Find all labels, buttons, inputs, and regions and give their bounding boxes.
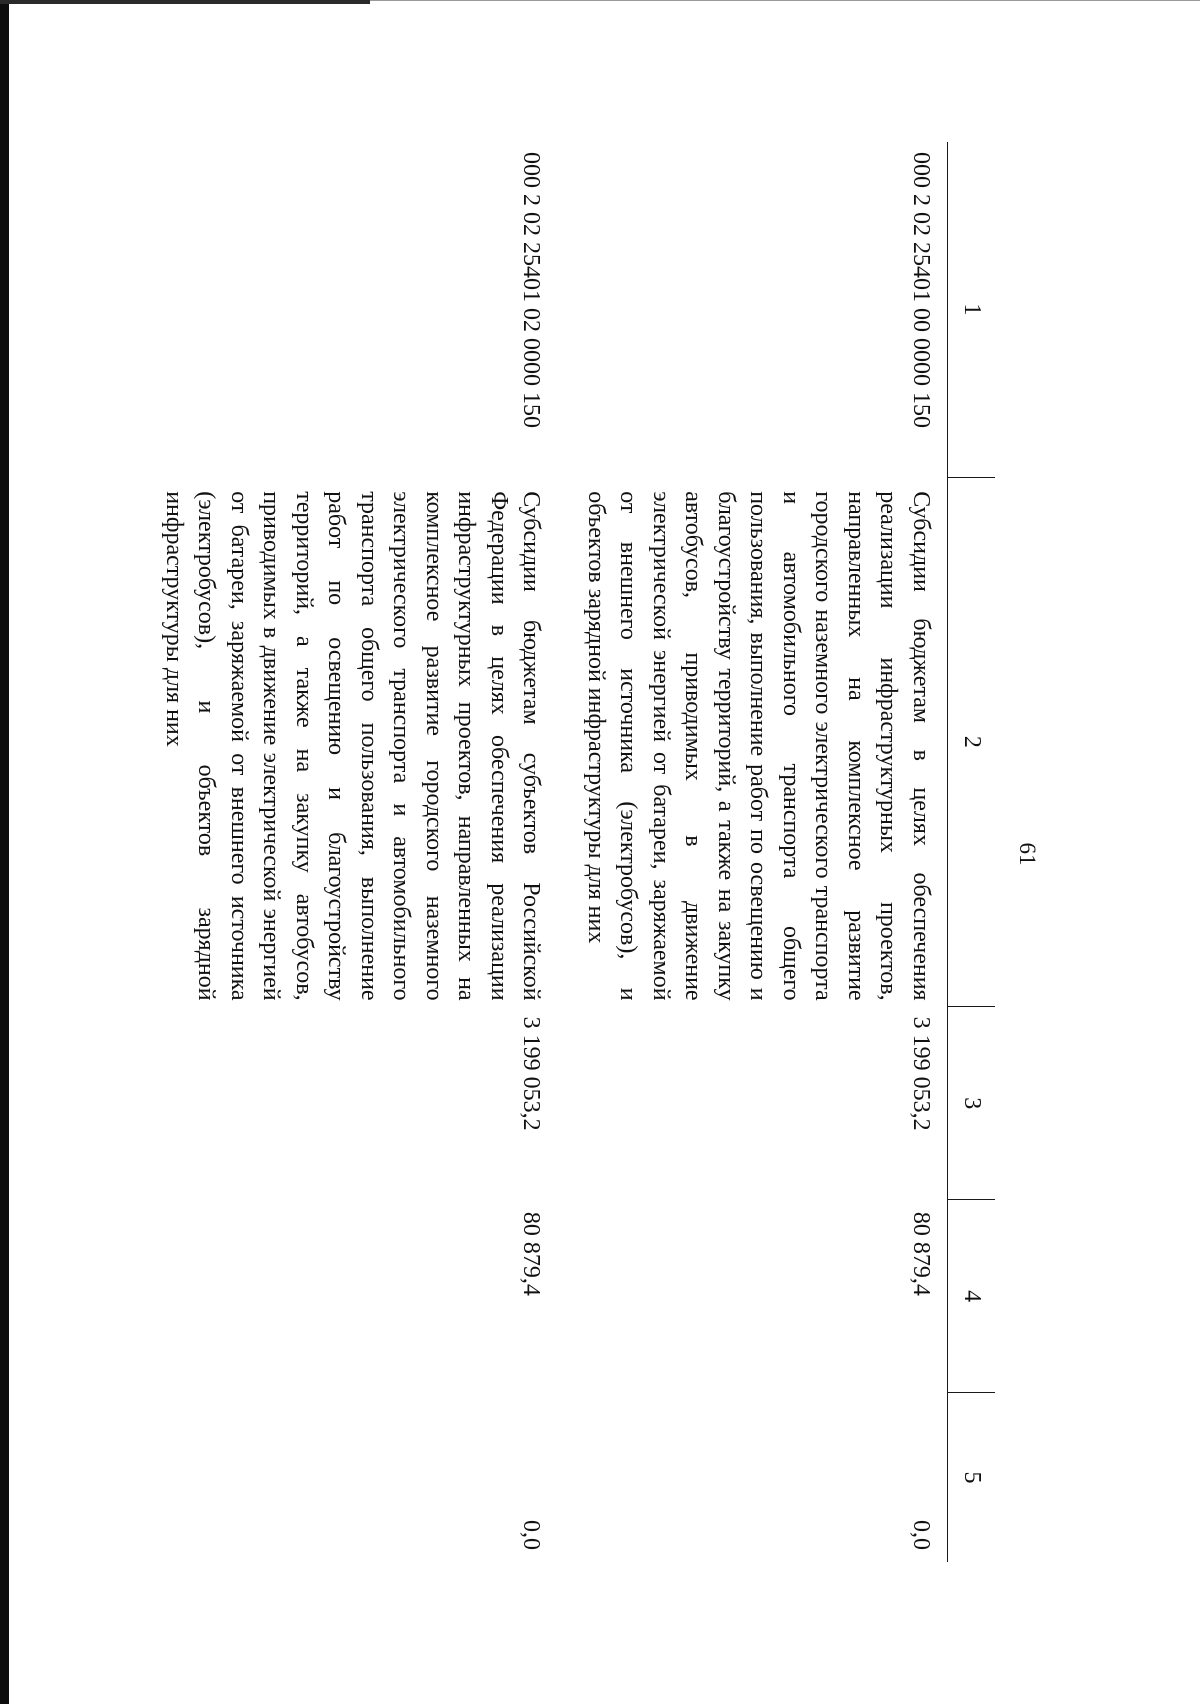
amount-col3-cell: 3 199 053,2 (908, 1016, 934, 1131)
scan-edge-top-line (370, 0, 1200, 1)
table-row (560, 142, 948, 1562)
amount-col5-cell: 0,0 (908, 1520, 934, 1550)
column-header-2: 2 (948, 477, 996, 1006)
budget-code-cell: 000 2 02 25401 00 0000 150 (908, 152, 934, 428)
column-header-4: 4 (948, 1200, 996, 1393)
page-number: 61 (1015, 842, 1040, 866)
column-header-3: 3 (948, 1007, 996, 1200)
description-cell: Субсидии бюджетам субъектов Российской Федерации в целях обеспечения реализации инфраструктурных проектов, направленных на комплексное развитие городского наземного электрического транспорта и автомобильного транспорта общего пользования, выполнение работ по освещению и благоустройству территорий, а также на закупку автобусов, приводимых в движение электрической энергией от батареи, заряжаемой от внешнего источника (электробусов), и объектов зарядной инфраструктуры для них (161, 491, 545, 1001)
description-cell: Субсидии бюджетам в целях обеспечения реализации инфраструктурных проектов, направленных на комплексное развитие городского наземного электрического транспорта и автомобильного транспорта общего пользования, выполнение работ по освещению и благоустройству территорий, а также на закупку автобусов, приводимых в движение электрической энергией от батареи, заряжаемой от внешнего источника (электробусов), и объектов зарядной инфраструктуры для них (583, 491, 934, 1001)
table-row (138, 142, 560, 1562)
table-header-row (948, 142, 996, 1562)
amount-col3-cell: 3 199 053,2 (518, 1016, 545, 1131)
rotated-page-content (100, 94, 1100, 1614)
scan-edge-top (0, 0, 370, 4)
column-header-5: 5 (948, 1392, 996, 1562)
budget-code-cell: 000 2 02 25401 02 0000 150 (518, 152, 545, 428)
amount-col5-cell: 0,0 (518, 1520, 545, 1550)
amount-col4-cell: 80 879,4 (518, 1211, 545, 1296)
column-header-1: 1 (948, 142, 996, 477)
scan-edge-left (0, 0, 9, 1704)
budget-table (138, 142, 996, 1562)
amount-col4-cell: 80 879,4 (908, 1211, 934, 1296)
